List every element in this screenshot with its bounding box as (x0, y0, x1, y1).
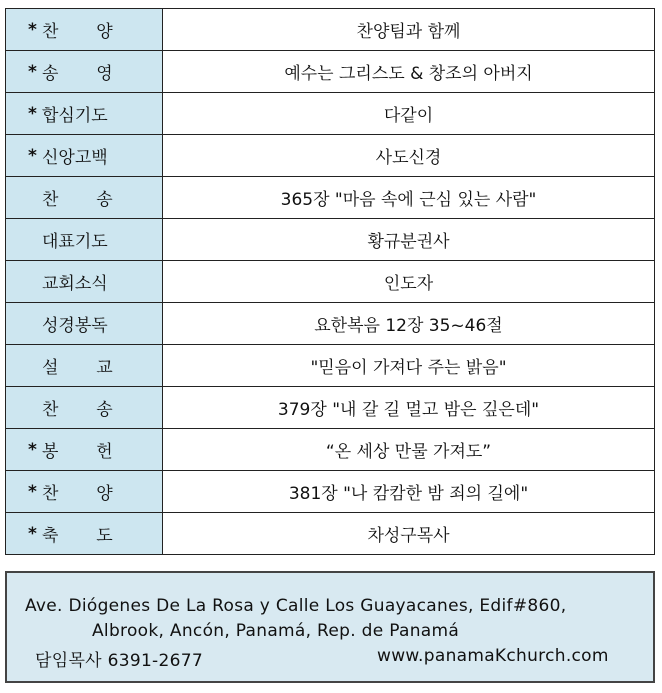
church-info-footer (5, 571, 655, 683)
order-item-label: 설 교 (42, 358, 113, 378)
order-item-value: 379장 "내 갈 길 멀고 밤은 깊은데" (163, 387, 655, 429)
order-item-label: 교회소식 (42, 274, 108, 294)
worship-order-table (5, 8, 655, 555)
order-item-label-cell (6, 9, 163, 51)
order-item-label: 찬 양 (42, 22, 113, 42)
order-row (6, 429, 655, 471)
order-row (6, 9, 655, 51)
order-item-value: 381장 "나 캄캄한 밤 죄의 길에" (163, 471, 655, 513)
order-item-value: 365장 "마음 속에 근심 있는 사람" (163, 177, 655, 219)
order-row (6, 219, 655, 261)
order-row (6, 93, 655, 135)
order-row (6, 387, 655, 429)
order-item-value: “온 세상 만물 가져도” (163, 429, 655, 471)
order-item-label: 신앙고백 (42, 148, 108, 168)
church-website[interactable]: www.panamaKchurch.com (377, 646, 609, 666)
order-item-label-cell (6, 261, 163, 303)
stand-marker: * (28, 103, 37, 124)
order-item-label-cell (6, 471, 163, 513)
order-item-value: "믿음이 가져다 주는 밝음" (163, 345, 655, 387)
order-item-value: 요한복음 12장 35~46절 (163, 303, 655, 345)
stand-marker: * (28, 439, 37, 460)
order-item-label-cell (6, 429, 163, 471)
order-item-label: 찬 양 (42, 484, 113, 504)
order-item-value: 황규분권사 (163, 219, 655, 261)
order-item-label-cell (6, 135, 163, 177)
order-item-label-cell (6, 387, 163, 429)
order-row (6, 345, 655, 387)
address-line-2: Albrook, Ancón, Panamá, Rep. de Panamá (92, 621, 460, 641)
order-item-value: 찬양팀과 함께 (163, 9, 655, 51)
stand-marker: * (28, 481, 37, 502)
pastor-phone: 담임목사 6391-2677 (35, 651, 203, 671)
order-item-label-cell (6, 345, 163, 387)
order-item-label: 대표기도 (42, 232, 108, 252)
order-item-value: 사도신경 (163, 135, 655, 177)
order-row (6, 51, 655, 93)
order-item-label-cell (6, 51, 163, 93)
stand-marker: * (28, 145, 37, 166)
order-item-value: 다같이 (163, 93, 655, 135)
order-item-label: 성경봉독 (42, 316, 108, 336)
order-item-label: 축 도 (42, 526, 113, 546)
order-item-label: 찬 송 (42, 190, 113, 210)
stand-marker: * (28, 61, 37, 82)
order-item-label-cell (6, 513, 163, 555)
order-row (6, 471, 655, 513)
order-item-label-cell (6, 303, 163, 345)
order-item-value: 예수는 그리스도 & 창조의 아버지 (163, 51, 655, 93)
order-row (6, 513, 655, 555)
order-item-label: 송 영 (42, 64, 113, 84)
stand-marker: * (28, 523, 37, 544)
stand-marker: * (28, 19, 37, 40)
order-row (6, 177, 655, 219)
order-item-value: 차성구목사 (163, 513, 655, 555)
order-row (6, 261, 655, 303)
address-line-1: Ave. Diógenes De La Rosa y Calle Los Guayacanes, Edif#860, (25, 596, 567, 616)
order-item-label: 봉 헌 (42, 442, 113, 462)
order-item-label: 합심기도 (42, 106, 108, 126)
order-row (6, 303, 655, 345)
order-item-label-cell (6, 177, 163, 219)
order-item-label-cell (6, 219, 163, 261)
order-item-value: 인도자 (163, 261, 655, 303)
order-item-label-cell (6, 93, 163, 135)
order-row (6, 135, 655, 177)
order-item-label: 찬 송 (42, 400, 113, 420)
